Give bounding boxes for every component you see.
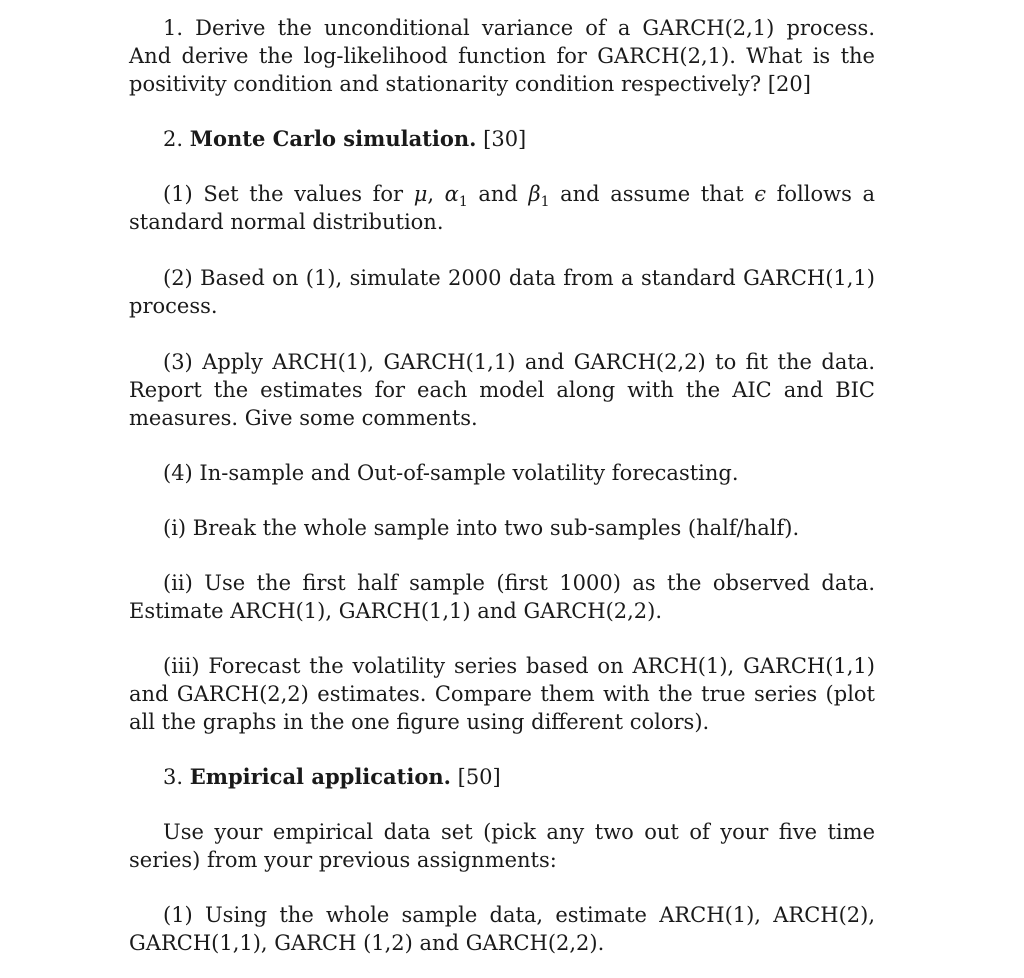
q2-part-1 bbox=[129, 180, 875, 236]
q2-part-4-i: (i) Break the whole sample into two sub-samples (half/half). bbox=[163, 516, 800, 540]
q2-part-1-sep2: and bbox=[467, 182, 529, 206]
question-1-number: 1. bbox=[163, 16, 184, 40]
question-2-title: Monte Carlo simulation. bbox=[189, 126, 477, 151]
q3-intro: Use your empirical data set (pick any two out of your five time series) from your previous assignments: bbox=[129, 820, 875, 872]
mu-symbol: μ bbox=[413, 182, 428, 206]
question-1-text: Derive the unconditional variance of a GARCH(2,1) process. And derive the log-likelihood function for GARCH(2,1). What is the positivity condition and stationarity condition respectively? [20] bbox=[129, 16, 875, 96]
q2-part-4: (4) In-sample and Out-of-sample volatility forecasting. bbox=[163, 461, 739, 485]
question-1 bbox=[129, 14, 875, 98]
question-3-number: 3. bbox=[163, 765, 184, 789]
q2-part-2: (2) Based on (1), simulate 2000 data from a standard GARCH(1,1) process. bbox=[129, 266, 875, 318]
q2-part-1-mid: and assume that bbox=[549, 182, 755, 206]
alpha-symbol: α bbox=[444, 182, 459, 206]
question-3-marks: [50] bbox=[457, 765, 501, 789]
question-2-number: 2. bbox=[163, 127, 184, 151]
q3-part-1: (1) Using the whole sample data, estimate ARCH(1), ARCH(2), GARCH(1,1), GARCH (1,2) and GARCH(2,2). bbox=[129, 903, 875, 955]
q2-part-1-sep1: , bbox=[427, 182, 445, 206]
alpha-subscript: 1 bbox=[458, 194, 468, 211]
epsilon-symbol: ϵ bbox=[754, 182, 767, 206]
question-3-title: Empirical application. bbox=[189, 764, 451, 789]
question-2-marks: [30] bbox=[483, 127, 527, 151]
assignment-document bbox=[129, 14, 875, 957]
q2-part-4-ii: (ii) Use the first half sample (first 1000) as the observed data. Estimate ARCH(1), GARCH(1,1) and GARCH(2,2). bbox=[129, 571, 875, 623]
q2-part-1-tail: follows a standard normal distribution. bbox=[129, 182, 875, 234]
beta-subscript: 1 bbox=[540, 194, 550, 211]
q2-part-3: (3) Apply ARCH(1), GARCH(1,1) and GARCH(2,2) to fit the data. Report the estimates for each model along with the AIC and BIC measures. Give some comments. bbox=[129, 350, 875, 430]
q2-part-4-iii: (iii) Forecast the volatility series based on ARCH(1), GARCH(1,1) and GARCH(2,2) estimates. Compare them with the true series (plot all the graphs in the one figure using different colors). bbox=[129, 654, 875, 734]
beta-symbol: β bbox=[528, 182, 541, 206]
q2-part-1-lead: (1) Set the values for bbox=[163, 182, 414, 206]
question-2-heading bbox=[129, 125, 875, 153]
question-3-heading bbox=[129, 763, 875, 791]
